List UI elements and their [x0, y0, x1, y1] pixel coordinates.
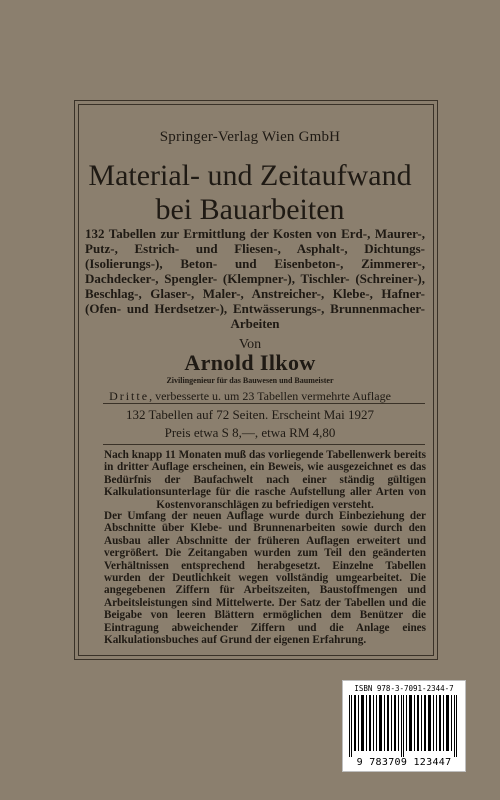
price: Preis etwa S 8,—, etwa RM 4,80	[164, 425, 336, 440]
author-name: Arnold Ilkow	[184, 350, 316, 375]
divider-bottom	[103, 444, 425, 445]
barcode-digits: 9 783709 123447	[356, 757, 452, 768]
divider-top	[103, 403, 425, 404]
title-line-1: Material- und Zeitaufwand	[88, 159, 412, 192]
publisher: Springer-Verlag Wien GmbH	[159, 129, 341, 145]
edition-note	[0, 389, 500, 404]
description-paragraph-1: Nach knapp 11 Monaten muß das vorliegende Tabellenwerk bereits in dritter Auflage erscheinen, ein Beweis, wie ausgezeichnet es das Bedürfnis der Baufachwelt nach einer ständig gültigen Kalkulationsunterlage für die rasche Aufstellung aller Arten von Kostenvoranschlägen zu befriedigen versteht.	[104, 449, 426, 511]
isbn-number: ISBN 978-3-7091-2344-7	[354, 684, 454, 693]
author-role: Zivilingenieur für das Bauwesen und Baumeister	[166, 376, 334, 385]
description-paragraph-2: Der Umfang der neuen Auflage wurde durch Einbeziehung der Abschnitte über Klebe- und Brunnenarbeiten sowie durch den Ausbau aller Abschnitte der früheren Auflagen erweitert und vergrößert. Die Zeitangaben wurden zum Teil den geänderten Verhältnissen entsprechend herabgesetzt. Einzelne Tabellen wurden der Deutlichkeit wegen vollständig umgearbeitet. Die angegebenen Ziffern für Arbeitszeiten, Baustoffmengen und Arbeitsleistungen sind Mittelwerte. Der Satz der Tabellen und die Beigabe von leeren Blättern ermöglichen dem Benützer die Eintragung abweichender Ziffern und die Anlage eines Kalkulationsbuches auf Grund der eigenen Erfahrung.	[104, 510, 426, 647]
edition-number: Dritte	[109, 389, 150, 403]
title-line-2: bei Bauarbeiten	[155, 193, 345, 226]
barcode-icon	[347, 695, 461, 757]
by-label: Von	[238, 337, 262, 352]
edition-description: , verbesserte u. um 23 Tabellen vermehrte Auflage	[149, 389, 391, 403]
page-count: 132 Tabellen auf 72 Seiten. Erscheint Mai 1927	[126, 407, 374, 422]
book-title	[0, 159, 500, 227]
subtitle: 132 Tabellen zur Ermittlung der Kosten von Erd-, Maurer-, Putz-, Estrich- und Fliesen-, Asphalt-, Dichtungs- (Isolierungs-), Beton- und Eisenbeton-, Zimmerer-, Dachdecker-, Spengler- (Klempner-), Tischler- (Schreiner-), Beschlag-, Glaser-, Maler-, Anstreicher-, Klebe-, Hafner- (Ofen- und Herdsetzer-), Entwässerungs-, Brunnenmacher-Arbeiten	[85, 226, 425, 331]
isbn-barcode-label	[342, 680, 466, 772]
